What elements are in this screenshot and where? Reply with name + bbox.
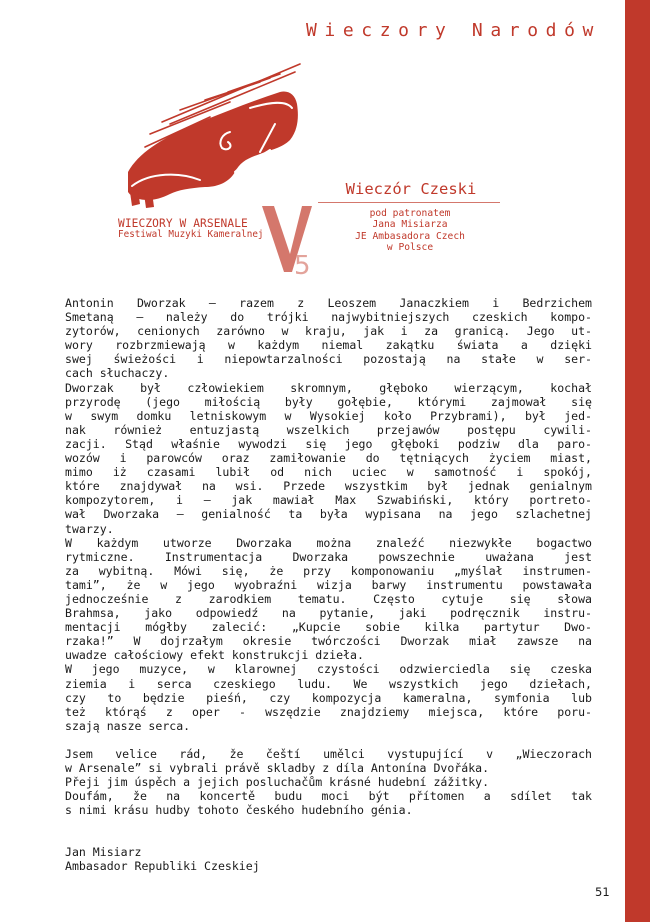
text-line: wał Dworzaka – genialność ta była wypisana na jego szlachetnej <box>65 507 592 522</box>
festival-subtitle: Festiwal Muzyki Kameralnej <box>118 229 264 240</box>
text-line: tami”, że w jego wyobraźni wizja barwy instrumentu powstawała <box>65 577 592 592</box>
text-line: szają nasze serca. <box>65 718 191 733</box>
text-line: Dworzak był człowiekiem skromnym, głęboko wierzącym, kochał <box>65 380 592 395</box>
text-line: za wybitną. Mówi się, że przy komponowaniu „myślał instrumen- <box>65 563 592 578</box>
text-line: uwadze całościowy efekt konstrukcji dzieła. <box>65 648 364 663</box>
text-line: twarzy. <box>65 521 114 536</box>
text-line: w swym domku letniskowym w Wysokiej koło Przybrami), był jed- <box>65 408 592 423</box>
patronage-line: Jana Misiarza <box>372 219 448 231</box>
text-line: przyrodę (jego miłością były gołębie, którymi zajmował się <box>65 394 592 409</box>
text-line: zytorów, cenionych zarówno w kraju, jak i za granicą. Jego ut- <box>65 324 592 339</box>
polish-paragraphs <box>65 296 592 733</box>
text-line: mentacji mógłby zalecić: „Kupcie sobie kilka partytur Dwo- <box>65 620 592 635</box>
text-line: W jego muzyce, w klarownej czystości odzwierciedla się czeska <box>65 662 592 677</box>
side-accent-bar <box>625 0 650 922</box>
festival-name: WIECZORY W ARSENALE <box>118 217 248 230</box>
text-line: cach słuchaczy. <box>65 366 170 381</box>
text-line: ziemia i serca czeskiego ludu. We wszystkich jego dziełach, <box>65 676 592 691</box>
text-line: jednocześnie z zarodkiem tematu. Często cytuje się słowa <box>65 591 592 606</box>
article-body <box>65 296 592 817</box>
page-number: 51 <box>595 885 610 899</box>
edition-mark-v5 <box>262 206 312 276</box>
text-line: Brahmsa, jako odpowiedź na pytanie, jaki podręcznik instru- <box>65 606 592 621</box>
evening-title: Wieczór Czeski <box>345 180 477 198</box>
signature-block <box>65 845 260 873</box>
text-line: Přeji jim úspěch a jejich posluchačům krásné hudební zážitky. <box>65 775 490 790</box>
patronage-block <box>330 208 490 254</box>
text-line: zacji. Stąd właśnie wywodzi się jego głęboki podziw dla paro- <box>65 436 592 451</box>
text-line: wory rozbrzmiewają w każdym niemal zakątku świata a dzięki <box>65 338 592 353</box>
text-line: mimo iż czasami lubił od nich uciec w samotność i spokój, <box>65 465 592 480</box>
title-divider <box>318 202 500 203</box>
text-line: też którąś z oper - wszędzie znajdziemy miejsca, które poru- <box>65 704 592 719</box>
text-line: które znajdywał na wsi. Przede wszystkim był jednak genialnym <box>65 479 592 494</box>
text-line: w Arsenale” si vybrali právě skladby z díla Antonína Dvořáka. <box>65 761 490 776</box>
text-line: swej świeżości i niepowtarzalności pozostają na stałe w ser- <box>65 352 592 367</box>
text-line: rzaka!” W dojrzałym okresie twórczości Dworzak miał zawsze na <box>65 634 592 649</box>
signatory-name: Jan Misiarz <box>65 845 142 859</box>
patronage-line: w Polsce <box>386 242 434 254</box>
patronage-line: pod patronatem <box>369 208 451 219</box>
text-line: nak również entuzjastą wszelkich przejawów postępu cywili- <box>65 422 592 437</box>
text-line: kompozytorem, i – jak mawiał Max Szwabiński, który portreto- <box>65 493 592 508</box>
patronage-line: JE Ambasadora Czech <box>355 230 465 242</box>
series-title: Wieczory Narodów <box>306 20 601 41</box>
text-line: Smetaną – należy do trójki najwybitniejszych czeskich kompo- <box>65 310 592 325</box>
text-line: s nimi krásu hudby tohoto českého hudebního génia. <box>65 803 413 818</box>
text-line: czy to będzie pieśń, czy kompozycja kameralna, symfonia lub <box>65 690 592 705</box>
svg-text:5: 5 <box>294 251 311 276</box>
signatory-title: Ambasador Republiki Czeskiej <box>65 859 260 874</box>
text-line: rytmiczne. Instrumentacja Dworzaka powszechnie uważana jest <box>65 549 592 564</box>
text-line: W każdym utworze Dworzaka można znaleźć niezwykłe bogactwo <box>65 535 592 550</box>
text-line: Doufám, že na koncertě budu moci být přítomen a sdílet tak <box>65 789 592 804</box>
text-line: wozów i parowców oraz zamiłowanie do tętniących życiem miast, <box>65 451 592 466</box>
text-line: Jsem velice rád, že čeští umělci vystupující v „Wieczorach <box>65 747 592 761</box>
text-line: Antonin Dworzak – razem z Leoszem Janaczkiem i Bedrzichem <box>65 296 592 310</box>
czech-paragraph <box>65 747 592 817</box>
